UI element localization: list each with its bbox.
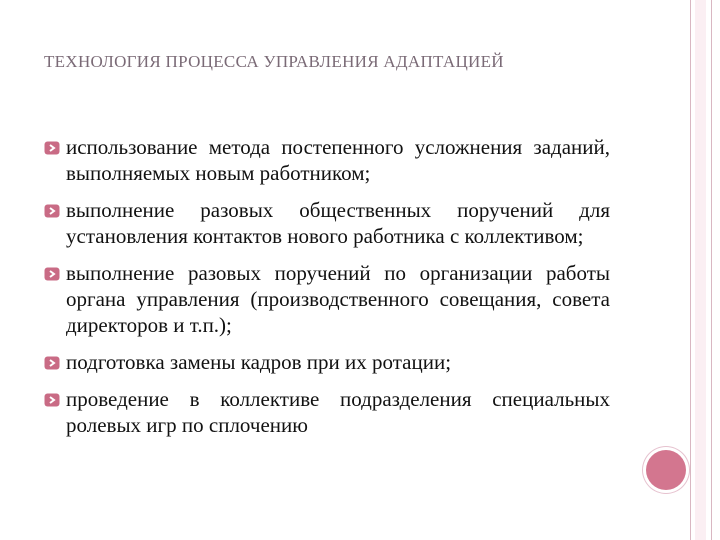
- right-border-decoration: [690, 0, 720, 540]
- list-item: [44, 260, 610, 338]
- list-item-text: использование метода постепенного усложнения заданий, выполняемых новым работником;: [66, 135, 610, 185]
- slide-title: ТЕХНОЛОГИЯ ПРОЦЕССА УПРАВЛЕНИЯ АДАПТАЦИЕЙ: [44, 52, 504, 71]
- border-line: [690, 0, 691, 540]
- arrow-bullet-icon: [44, 141, 60, 155]
- list-item: [44, 197, 610, 249]
- list-item-text: выполнение разовых поручений по организации работы органа управления (производственного совещания, совета директоров и т.п.);: [66, 261, 610, 337]
- list-item-text: выполнение разовых общественных поручений для установления контактов нового работника с коллективом;: [66, 198, 610, 248]
- list-item-text: подготовка замены кадров при их ротации;: [66, 350, 452, 374]
- arrow-bullet-icon: [44, 204, 60, 218]
- bullet-list: [44, 134, 610, 449]
- border-line: [711, 0, 712, 540]
- border-band: [695, 0, 706, 540]
- list-item-text: проведение в коллективе подразделения специальных ролевых игр по сплочению: [66, 387, 610, 437]
- decorative-circle: [646, 450, 686, 490]
- list-item: [44, 386, 610, 438]
- arrow-bullet-icon: [44, 267, 60, 281]
- arrow-bullet-icon: [44, 393, 60, 407]
- list-item: [44, 134, 610, 186]
- list-item: [44, 349, 610, 375]
- arrow-bullet-icon: [44, 356, 60, 370]
